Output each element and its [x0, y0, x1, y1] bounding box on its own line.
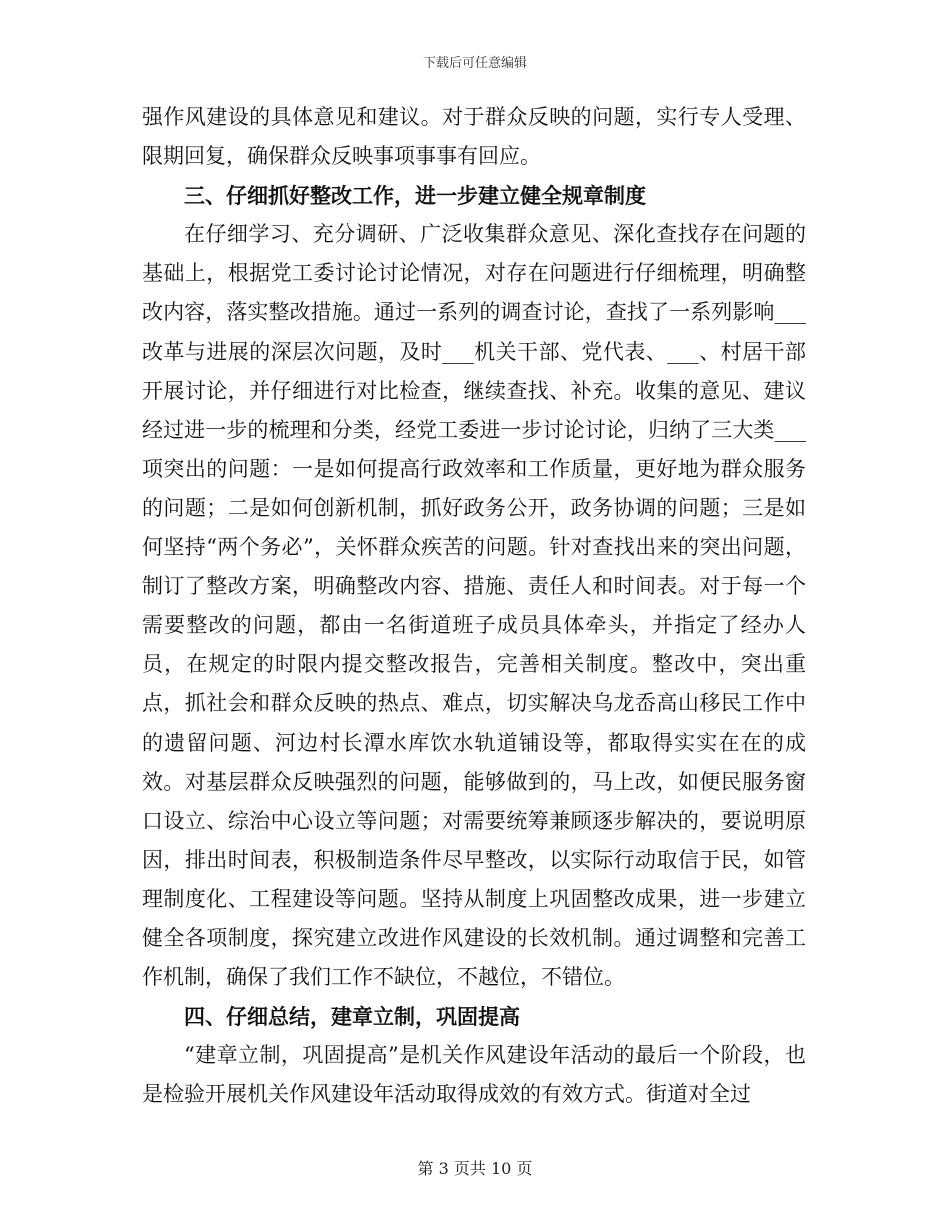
- page-footer: 第 3 页共 10 页: [417, 1159, 533, 1178]
- section-heading-4: 四、仔细总结，建章立制，巩固提高: [184, 1004, 520, 1030]
- page-header: 下载后可任意编辑: [422, 56, 527, 71]
- section-heading-3: 三、仔细抓好整改工作，进一步建立健全规章制度: [184, 183, 646, 209]
- paragraph-continuation: 强作风建设的具体意见和建议。对于群众反映的问题，实行专人受理、限期回复，确保群众反映事项事事有回应。: [142, 105, 806, 169]
- paragraph-rectification: 在仔细学习、充分调研、广泛收集群众意见、深化查找存在问题的基础上，根据党工委讨论讨论情况，对存在问题进行仔细梳理，明确整改内容，落实整改措施。通过一系列的调查讨论，查找了一系列影响___改革与进展的深层次问题，及时___机关干部、党代表、___、村居干部开展讨论，并仔细进行对比检查，继续查找、补充。收集的意见、建议经过进一步的梳理和分类，经党工委进一步讨论讨论，归纳了三大类___项突出的问题：一是如何提高行政效率和工作质量，更好地为群众服务的问题；二是如何创新机制，抓好政务公开，政务协调的问题；三是如何坚持“两个务必”，关怀群众疾苦的问题。针对查找出来的突出问题，制订了整改方案，明确整改内容、措施、责任人和时间表。对于每一个需要整改的问题，都由一名街道班子成员具体牵头，并指定了经办人员，在规定的时限内提交整改报告，完善相关制度。整改中，突出重点，抓社会和群众反映的热点、难点，切实解决乌龙岙高山移民工作中的遗留问题、河边村长潭水库饮水轨道铺设等，都取得实实在在的成效。对基层群众反映强烈的问题，能够做到的，马上改，如便民服务窗口设立、综治中心设立等问题；对需要统筹兼顾逐步解决的，要说明原因，排出时间表，积极制造条件尽早整改，以实际行动取信于民，如管理制度化、工程建设等问题。坚持从制度上巩固整改成果，进一步建立健全各项制度，探究建立改进作风建设的长效机制。通过调整和完善工作机制，确保了我们工作不缺位，不越位，不错位。: [142, 222, 806, 990]
- document-body: [142, 98, 806, 1114]
- paragraph-summary: “建章立制，巩固提高”是机关作风建设年活动的最后一个阶段，也是检验开展机关作风建设年活动取得成效的有效方式。街道对全过: [142, 1043, 806, 1107]
